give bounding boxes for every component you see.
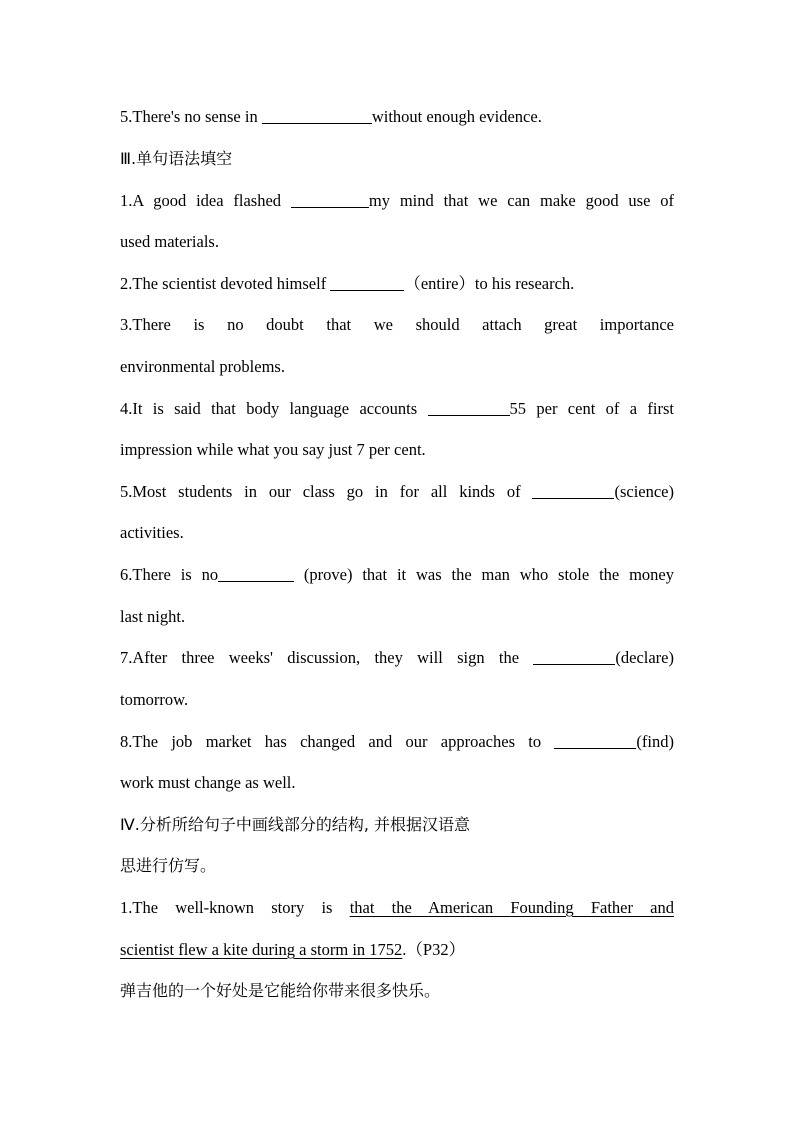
answer-blank[interactable] — [218, 563, 294, 582]
question-text: 1.The well-known story is — [120, 898, 350, 917]
grammar-question-5 — [120, 479, 674, 505]
grammar-question-3: 3.There is no doubt that we should attach great importance — [120, 315, 674, 334]
question-text: 2.The scientist devoted himself — [120, 274, 331, 293]
grammar-question-7 — [120, 645, 674, 671]
section-3-title: Ⅲ.单句语法填空 — [120, 149, 233, 168]
answer-blank[interactable] — [533, 646, 615, 665]
question-text: (find) — [636, 732, 674, 751]
question-text: (science) — [614, 482, 674, 501]
question-5-translation — [120, 104, 674, 130]
question-text: 55 per cent of a first — [509, 399, 674, 418]
grammar-question-6 — [120, 562, 674, 588]
answer-blank[interactable] — [262, 105, 372, 124]
grammar-question-8-cont: work must change as well. — [120, 773, 296, 792]
question-text: 6.There is no — [120, 565, 219, 584]
section-4-title: Ⅳ.分析所给句子中画线部分的结构, 并根据汉语意 — [120, 815, 471, 834]
question-text: 5.Most students in our class go in for all kinds of — [120, 482, 533, 501]
answer-blank[interactable] — [291, 189, 369, 208]
question-text: my mind that we can make good use of — [368, 191, 674, 210]
section-4-title-cont: 思进行仿写。 — [120, 856, 217, 875]
grammar-question-4-cont: impression while what you say just 7 per cent. — [120, 440, 426, 459]
page-reference: .（P32） — [402, 940, 466, 959]
imitation-question-1-cont — [120, 937, 674, 963]
question-text: without enough evidence. — [371, 107, 542, 126]
grammar-question-7-cont: tomorrow. — [120, 690, 189, 709]
grammar-question-2 — [120, 271, 674, 297]
chinese-prompt: 弹吉他的一个好处是它能给你带来很多快乐。 — [120, 981, 441, 1000]
grammar-question-5-cont: activities. — [120, 523, 184, 542]
question-text: 5.There's no sense in — [120, 107, 262, 126]
question-text: (declare) — [615, 648, 674, 667]
answer-blank[interactable] — [554, 730, 636, 749]
question-text: 4.It is said that body language accounts — [120, 399, 428, 418]
answer-blank[interactable] — [532, 480, 614, 499]
grammar-question-3-cont: environmental problems. — [120, 357, 285, 376]
answer-blank[interactable] — [428, 397, 510, 416]
underlined-structure: that the American Founding Father and — [349, 898, 674, 917]
question-text: （entire）to his research. — [404, 274, 575, 293]
question-text: 7.After three weeks' discussion, they will sign the — [120, 648, 534, 667]
answer-blank[interactable] — [330, 272, 404, 291]
grammar-question-6-cont: last night. — [120, 607, 186, 626]
grammar-question-4 — [120, 396, 674, 422]
underlined-structure: scientist flew a kite during a storm in 1752 — [120, 940, 403, 959]
grammar-question-1-cont: used materials. — [120, 232, 219, 251]
imitation-question-1 — [120, 895, 674, 921]
question-text: (prove) that it was the man who stole the money — [294, 565, 674, 584]
grammar-question-8 — [120, 729, 674, 755]
grammar-question-1 — [120, 188, 674, 214]
question-text: 8.The job market has changed and our approaches to — [120, 732, 555, 751]
question-text: 1.A good idea flashed — [120, 191, 291, 210]
